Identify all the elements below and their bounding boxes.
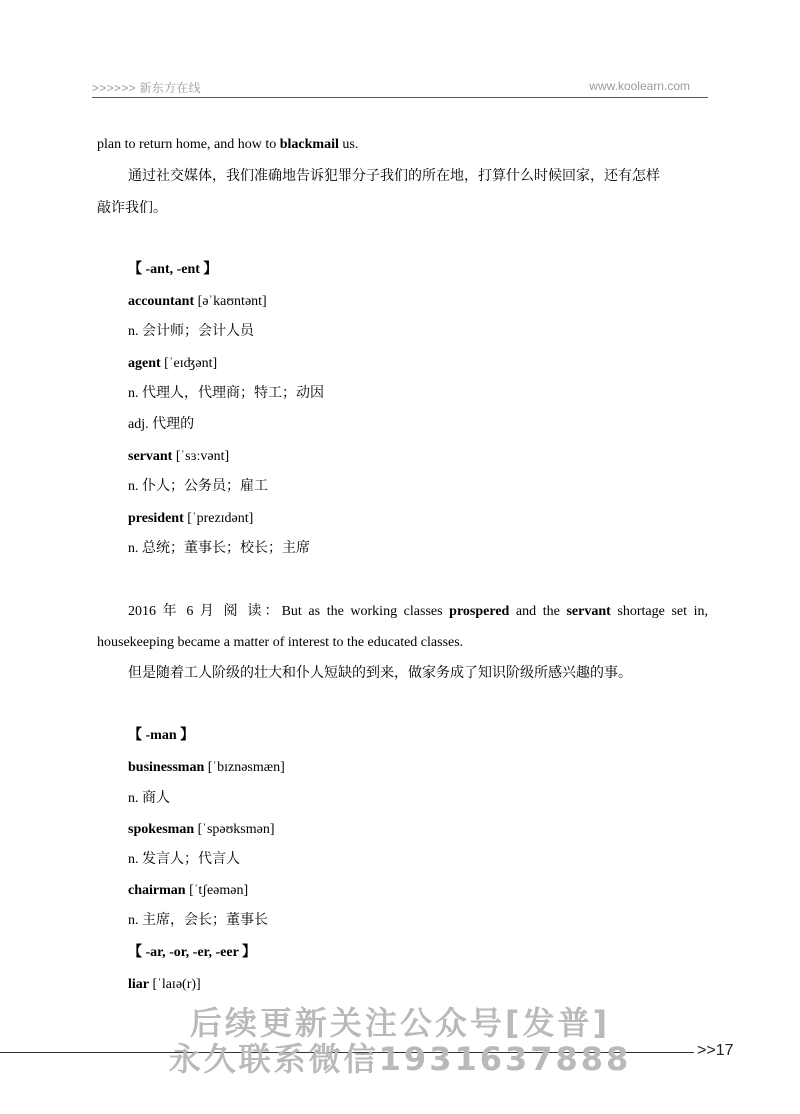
word-entry <box>128 354 217 374</box>
pronunciation: [ˈbɪznəsmæn] <box>207 760 285 775</box>
reading-keyword: prospered <box>449 604 510 619</box>
intro-chinese-line-1: 通过社交媒体，我们准确地告诉犯罪分子我们的所在地，打算什么时候回家，还有怎样 <box>128 169 660 184</box>
section-title-ar-or-er-eer: 【 -ar, -or, -er, -eer 】 <box>128 945 257 960</box>
pronunciation: [ˈlaɪə(r)] <box>152 977 201 992</box>
definition: n. 仆人；公务员；雇工 <box>128 479 268 494</box>
headword: liar <box>128 977 149 992</box>
word-entry <box>128 447 229 467</box>
headword: chairman <box>128 883 186 898</box>
word-entry <box>128 881 248 901</box>
intro-keyword: blackmail <box>279 137 339 152</box>
headword: spokesman <box>128 822 195 837</box>
pronunciation: [ˈspəʊksmən] <box>197 822 275 837</box>
watermark-line-2: 永久联系微信1931637888 <box>168 1040 632 1078</box>
definition: n. 主席，会长；董事长 <box>128 913 268 928</box>
pronunciation: [ˈsɜːvənt] <box>175 449 230 464</box>
headword: accountant <box>128 294 195 309</box>
reading-chinese: 但是随着工人阶级的壮大和仆人短缺的到来，做家务成了知识阶级所感兴趣的事。 <box>128 666 632 681</box>
word-entry <box>128 758 285 778</box>
header-url: www.koolearn.com <box>589 79 690 93</box>
definition: n. 发言人；代言人 <box>128 852 240 867</box>
reading-keyword: servant <box>566 604 611 619</box>
definition: adj. 代理的 <box>128 417 195 432</box>
reading-label: 2016 年 6 月 阅 读： <box>128 604 282 619</box>
reading-text: But as the working classes <box>281 604 450 619</box>
section-title-man: 【 -man 】 <box>128 728 195 743</box>
headword: businessman <box>128 760 205 775</box>
word-entry <box>128 975 201 995</box>
headword: agent <box>128 356 161 371</box>
pronunciation: [əˈkaʊntənt] <box>197 294 267 309</box>
intro-text-prefix: plan to return home, and how to <box>97 137 280 152</box>
definition: n. 代理人，代理商；特工；动因 <box>128 386 324 401</box>
pronunciation: [ˈprezɪdənt] <box>187 511 254 526</box>
reading-text: and the <box>509 604 567 619</box>
word-entry <box>128 820 275 840</box>
reading-english-line-1 <box>128 602 708 622</box>
page-number: >>17 <box>697 1042 734 1059</box>
header-site-name: >>>>>> 新东方在线 <box>92 81 201 95</box>
section-title-ant-ent: 【 -ant, -ent 】 <box>128 262 218 277</box>
intro-chinese-line-2: 敲诈我们。 <box>97 201 167 216</box>
headword: president <box>128 511 184 526</box>
headword: servant <box>128 449 173 464</box>
pronunciation: [ˈeɪʤənt] <box>164 356 218 371</box>
pronunciation: [ˈtʃeəmən] <box>189 883 249 898</box>
reading-english-line-2: housekeeping became a matter of interest to the educated classes. <box>97 635 464 650</box>
word-entry <box>128 292 267 312</box>
intro-english <box>97 135 358 155</box>
definition: n. 会计师；会计人员 <box>128 324 254 339</box>
definition: n. 商人 <box>128 791 170 806</box>
header-divider <box>92 97 708 98</box>
watermark-line-1: 后续更新关注公众号[发普] <box>189 1004 611 1042</box>
word-entry <box>128 509 253 529</box>
reading-text: shortage set in, <box>610 604 709 619</box>
intro-text-suffix: us. <box>338 137 359 152</box>
definition: n. 总统；董事长；校长；主席 <box>128 541 310 556</box>
